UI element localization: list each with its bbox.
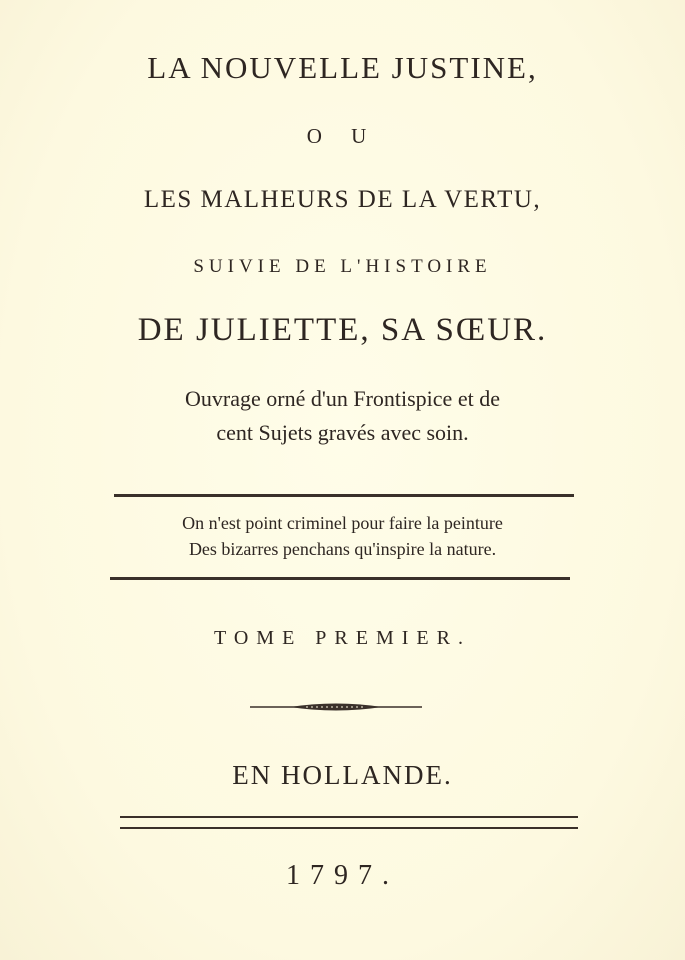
epigraph-line-1: On n'est point criminel pour faire la peinture: [182, 513, 503, 533]
suivie-line: SUIVIE DE L'HISTOIRE: [193, 256, 492, 277]
volume-label: TOME PREMIER.: [214, 627, 471, 649]
ouvrage-line-2: cent Sujets gravés avec soin.: [216, 420, 469, 445]
epigraph: [0, 510, 685, 562]
epigraph-rule-bottom: [110, 577, 570, 580]
conjunction-ou: O U: [306, 124, 379, 148]
ornament-divider: [250, 700, 422, 714]
subtitle: LES MALHEURS DE LA VERTU,: [143, 186, 542, 213]
main-title: LA NOUVELLE JUSTINE,: [147, 50, 538, 85]
publication-year: 1797.: [286, 860, 399, 891]
double-rule-top: [120, 816, 578, 818]
juliette-title: DE JULIETTE, SA SŒUR.: [137, 312, 548, 348]
double-rule-bottom: [120, 827, 578, 829]
ouvrage-line-1: Ouvrage orné d'un Frontispice et de: [185, 386, 500, 411]
epigraph-line-2: Des bizarres penchans qu'inspire la nature.: [188, 539, 497, 559]
epigraph-rule-top: [114, 494, 574, 497]
publisher-location: EN HOLLANDE.: [232, 760, 453, 790]
ouvrage-description: [0, 382, 685, 450]
